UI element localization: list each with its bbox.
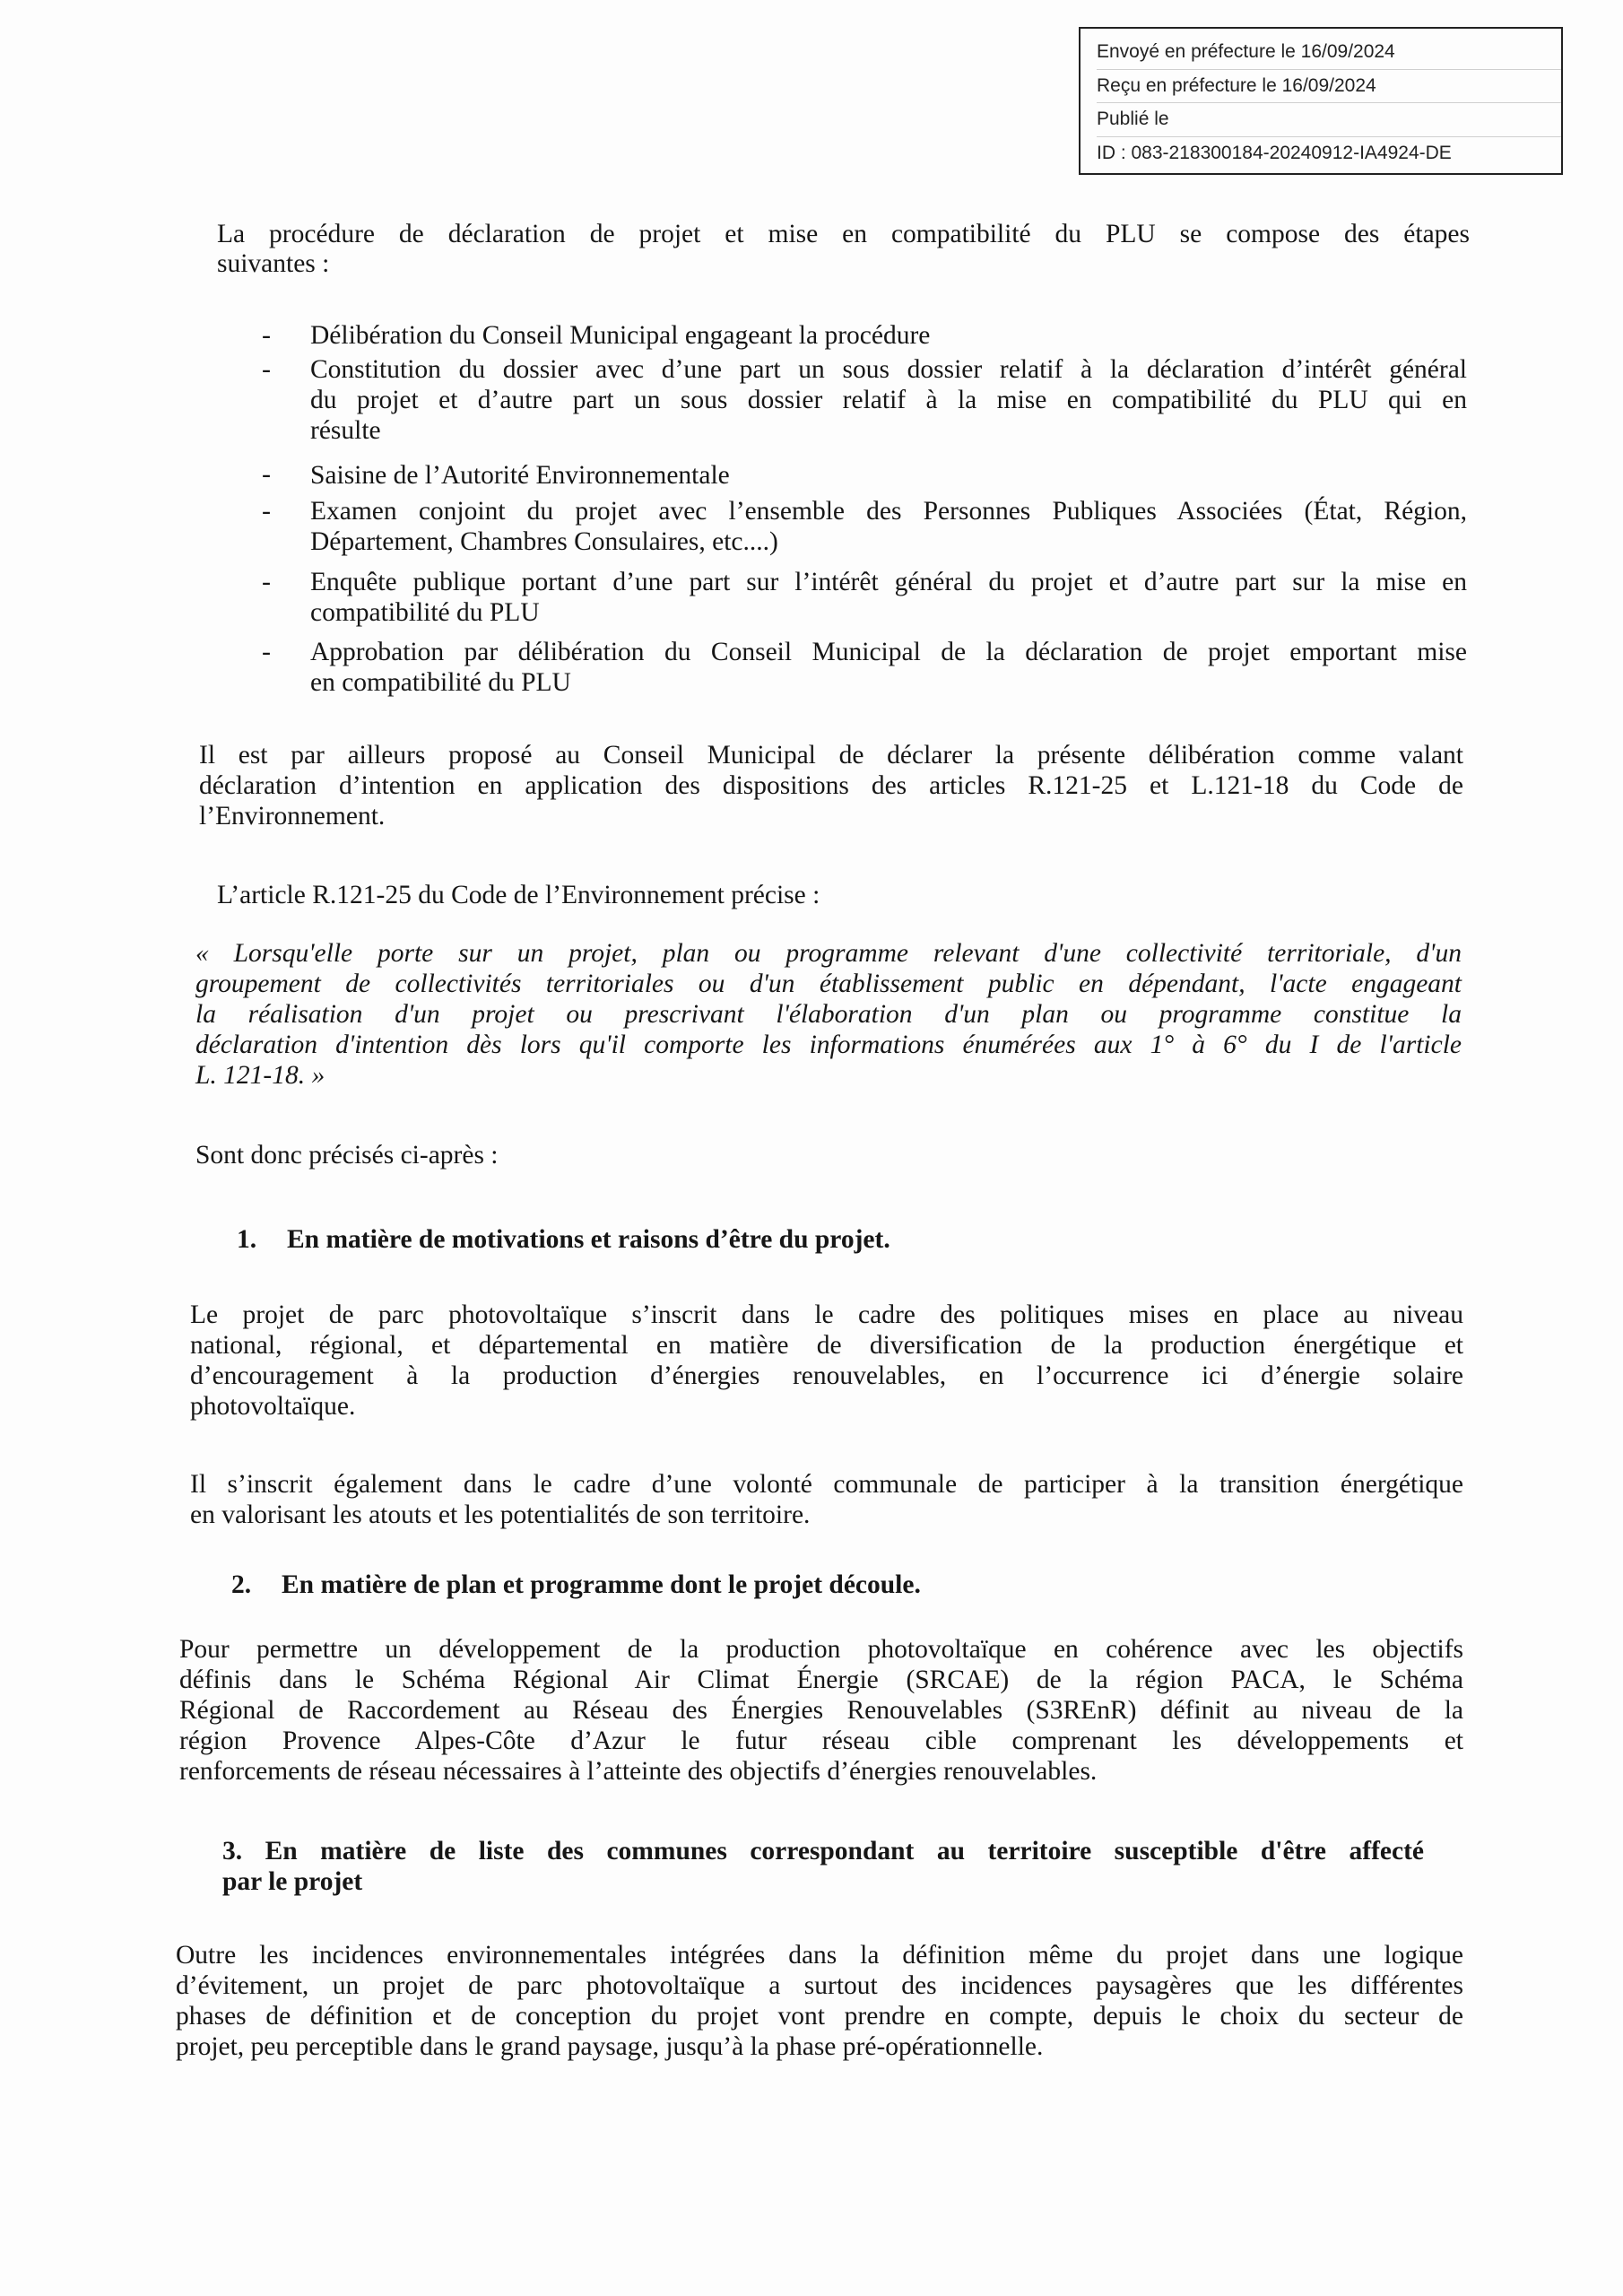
list-item: Constitution du dossier avec d’une part un sous dossier relatif à la déclaration d’intérêt général	[310, 355, 1467, 384]
list-item: Département, Chambres Consulaires, etc....)	[310, 527, 778, 556]
section-2-para-line: Régional de Raccordement au Réseau des Énergies Renouvelables (S3REnR) définit au niveau de la	[179, 1696, 1463, 1725]
declaration-line-2: déclaration d’intention en application des dispositions des articles R.121-25 et L.121-18 du Code de	[199, 771, 1463, 800]
section-3-title-line-1: 3. En matière de liste des communes correspondant au territoire susceptible d'être affecté	[222, 1837, 1424, 1866]
list-bullet: -	[262, 496, 271, 526]
quote-line: « Lorsqu'elle porte sur un projet, plan ou programme relevant d'une collectivité territoriale, d'un	[195, 939, 1462, 968]
quote-line: L. 121-18. »	[195, 1061, 325, 1090]
intro-line-1: La procédure de déclaration de projet et mise en compatibilité du PLU se compose des étapes	[217, 220, 1470, 248]
stamp-id: ID : 083-218300184-20240912-IA4924-DE	[1097, 142, 1452, 163]
section-1-title: En matière de motivations et raisons d’être du projet.	[287, 1225, 890, 1254]
prefecture-stamp	[1079, 27, 1563, 175]
list-bullet: -	[262, 567, 271, 596]
section-2-number: 2.	[231, 1570, 252, 1599]
section-2-heading	[231, 1570, 921, 1600]
declaration-line-1: Il est par ailleurs proposé au Conseil Municipal de déclarer la présente délibération comme valant	[199, 741, 1463, 770]
section-1-para-2-line: en valorisant les atouts et les potentialités de son territoire.	[190, 1500, 811, 1529]
section-1-para-1-line: Le projet de parc photovoltaïque s’inscrit dans le cadre des politiques mises en place au niveau	[190, 1300, 1463, 1329]
section-1-para-1-line: d’encouragement à la production d’énergies renouvelables, en l’occurrence ici d’énergie solaire	[190, 1361, 1463, 1390]
list-item: Saisine de l’Autorité Environnementale	[310, 461, 730, 490]
stamp-recu: Reçu en préfecture le 16/09/2024	[1097, 70, 1561, 104]
quote-line: déclaration d'intention dès lors qu'il comporte les informations énumérées aux 1° à 6° du I de l'article	[195, 1031, 1462, 1059]
section-1-para-2-line: Il s’inscrit également dans le cadre d’une volonté communale de participer à la transition énergétique	[190, 1470, 1463, 1499]
section-2-title: En matière de plan et programme dont le projet découle.	[282, 1570, 921, 1599]
section-3-para-line: phases de définition et de conception du projet vont prendre en compte, depuis le choix du secteur de	[176, 2002, 1463, 2031]
list-item: du projet et d’autre part un sous dossier relatif à la mise en compatibilité du PLU qui en	[310, 386, 1467, 414]
precises-line: Sont donc précisés ci-après :	[195, 1141, 499, 1170]
section-3-para-line: Outre les incidences environnementales intégrées dans la définition même du projet dans une logique	[176, 1941, 1463, 1970]
list-item: Examen conjoint du projet avec l’ensemble des Personnes Publiques Associées (État, Région,	[310, 497, 1467, 526]
section-3-para-line: d’évitement, un projet de parc photovoltaïque a surtout des incidences paysagères que les différentes	[176, 1971, 1463, 2000]
section-1-number: 1.	[237, 1225, 257, 1254]
article-intro: L’article R.121-25 du Code de l’Environnement précise :	[217, 881, 820, 909]
list-item: résulte	[310, 416, 381, 445]
list-bullet: -	[262, 459, 271, 489]
list-item: Approbation par délibération du Conseil Municipal de la déclaration de projet emportant mise	[310, 638, 1467, 666]
declaration-line-3: l’Environnement.	[199, 802, 386, 831]
list-item: Délibération du Conseil Municipal engageant la procédure	[310, 321, 931, 350]
list-item: Enquête publique portant d’une part sur l’intérêt général du projet et d’autre part sur la mise en	[310, 568, 1467, 596]
section-1-heading	[237, 1225, 890, 1255]
quote-line: la réalisation d'un projet ou prescrivant l'élaboration d'un plan ou programme constitue la	[195, 1000, 1462, 1029]
section-2-para-line: Pour permettre un développement de la production photovoltaïque en cohérence avec les objectifs	[179, 1635, 1463, 1664]
intro-line-2: suivantes :	[217, 249, 330, 278]
list-item: en compatibilité du PLU	[310, 668, 571, 697]
list-bullet: -	[262, 320, 271, 350]
stamp-publie: Publié le	[1097, 103, 1561, 137]
section-3-para-line: projet, peu perceptible dans le grand paysage, jusqu’à la phase pré-opérationnelle.	[176, 2032, 1044, 2061]
section-2-para-line: définis dans le Schéma Régional Air Climat Énergie (SRCAE) de la région PACA, le Schéma	[179, 1665, 1463, 1694]
section-3-title-line-2: par le projet	[222, 1867, 363, 1896]
list-item: compatibilité du PLU	[310, 598, 540, 627]
section-2-para-line: région Provence Alpes-Côte d’Azur le futur réseau cible comprenant les développements et	[179, 1726, 1463, 1755]
list-bullet: -	[262, 354, 271, 384]
section-2-para-line: renforcements de réseau nécessaires à l’atteinte des objectifs d’énergies renouvelables.	[179, 1757, 1098, 1786]
list-bullet: -	[262, 637, 271, 666]
stamp-envoye: Envoyé en préfecture le 16/09/2024	[1097, 36, 1561, 70]
section-1-para-1-line: photovoltaïque.	[190, 1392, 356, 1421]
section-1-para-1-line: national, régional, et départemental en matière de diversification de la production énergétique et	[190, 1331, 1463, 1360]
quote-line: groupement de collectivités territoriales ou d'un établissement public en dépendant, l'acte engageant	[195, 970, 1462, 998]
